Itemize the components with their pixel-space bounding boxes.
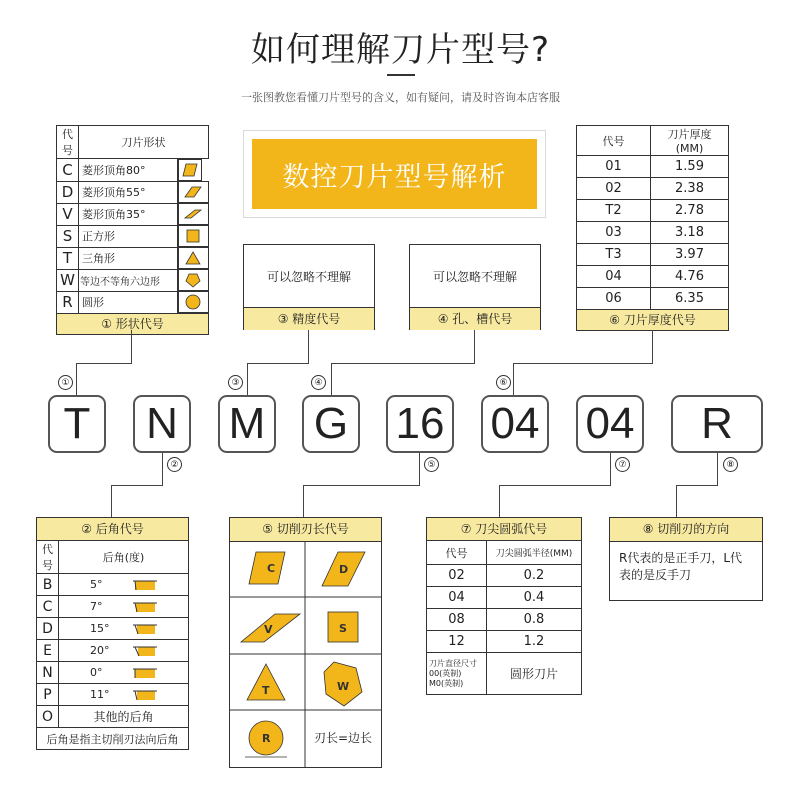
table-row bbox=[577, 266, 729, 288]
insert-d-icon bbox=[322, 552, 365, 586]
clearance-angle-cell bbox=[59, 574, 189, 596]
col-code-header: 代号 bbox=[577, 126, 651, 156]
radius-code: 02 bbox=[427, 565, 487, 587]
shape-code: V bbox=[57, 203, 79, 225]
connector-line bbox=[247, 363, 248, 395]
round-note-line: M0(英制) bbox=[429, 678, 464, 688]
clearance-angle-cell bbox=[59, 618, 189, 640]
clearance-code: E bbox=[37, 640, 59, 662]
insert-label: R bbox=[262, 732, 271, 745]
edge-length-note: 刃长=边长 bbox=[314, 731, 373, 745]
shape-code-table bbox=[56, 125, 209, 335]
round-insert-note bbox=[427, 653, 487, 695]
banner bbox=[243, 130, 546, 218]
clearance-profile-icon bbox=[132, 666, 158, 680]
shape-code: W bbox=[57, 269, 79, 291]
caption-text: 切削刃的方向 bbox=[657, 522, 730, 536]
thickness-value: 3.97 bbox=[651, 244, 729, 266]
caption-number: ② bbox=[81, 522, 92, 536]
connector-line bbox=[331, 363, 475, 364]
caption-text: 后角代号 bbox=[95, 522, 144, 536]
table-row bbox=[577, 288, 729, 310]
code-part-hole: G bbox=[302, 395, 360, 453]
table-row bbox=[37, 706, 189, 728]
thickness-code: 06 bbox=[577, 288, 651, 310]
connector-line bbox=[111, 485, 163, 486]
col-code-header: 代号 bbox=[37, 541, 59, 574]
clearance-angle-cell bbox=[59, 596, 189, 618]
connector-line bbox=[76, 363, 132, 364]
part-number-marker: ③ bbox=[228, 375, 243, 390]
shape-label: 三角形 bbox=[79, 247, 178, 269]
col-angle-header: 后角(度) bbox=[59, 541, 189, 574]
col-shape-header: 刀片形状 bbox=[79, 126, 209, 159]
table-row bbox=[57, 181, 209, 203]
rhombus-35-icon bbox=[178, 203, 209, 225]
caption-number: ③ bbox=[277, 312, 289, 326]
precision-code-box bbox=[243, 244, 375, 330]
shape-label: 菱形顶角80° bbox=[79, 159, 178, 182]
table-row bbox=[37, 684, 189, 706]
code-part-edge-length: 16 bbox=[386, 395, 454, 453]
thickness-code: 02 bbox=[577, 178, 651, 200]
direction-caption bbox=[610, 518, 762, 542]
thickness-code: 03 bbox=[577, 222, 651, 244]
thickness-value: 2.78 bbox=[651, 200, 729, 222]
clearance-profile-icon bbox=[132, 600, 158, 614]
triangle-icon bbox=[178, 247, 209, 269]
caption-number: ④ bbox=[437, 312, 449, 326]
table-row bbox=[57, 291, 209, 313]
clearance-profile-icon bbox=[132, 578, 158, 592]
caption-text: 刀片厚度代号 bbox=[623, 313, 696, 327]
clearance-profile-icon bbox=[132, 688, 158, 702]
table-row bbox=[37, 596, 189, 618]
connector-line bbox=[717, 453, 718, 485]
part-number-marker: ⑤ bbox=[424, 457, 439, 472]
direction-text: R代表的是正手刀，L代表的是反手刀 bbox=[619, 551, 743, 582]
round-note-line: 刀片直径尺寸 bbox=[429, 658, 477, 668]
clearance-angle: 5° bbox=[90, 578, 103, 591]
insert-label: T bbox=[262, 684, 270, 697]
caption-number: ⑦ bbox=[460, 522, 472, 536]
shape-label: 圆形 bbox=[79, 291, 178, 313]
clearance-note: 后角是指主切削刃法向后角 bbox=[37, 728, 189, 750]
thickness-caption bbox=[576, 309, 729, 331]
table-row bbox=[577, 178, 729, 200]
thickness-value: 4.76 bbox=[651, 266, 729, 288]
insert-r-icon bbox=[245, 721, 287, 757]
caption-text: 精度代号 bbox=[292, 312, 341, 326]
col-radius-header: 刀尖圆弧半径(MM) bbox=[487, 541, 582, 565]
table-row bbox=[427, 653, 582, 695]
table-row bbox=[577, 222, 729, 244]
edge-length-diagram bbox=[230, 542, 381, 767]
connector-line bbox=[676, 485, 718, 486]
thickness-code-table bbox=[576, 125, 729, 331]
connector-line bbox=[162, 453, 163, 485]
trigon-icon bbox=[178, 269, 209, 291]
clearance-angle: 11° bbox=[90, 688, 110, 701]
table-row bbox=[57, 247, 209, 269]
round-note-line: 00(英制) bbox=[429, 668, 462, 678]
connector-line bbox=[303, 485, 304, 517]
clearance-angle-cell bbox=[59, 640, 189, 662]
insert-label: S bbox=[339, 622, 347, 635]
shape-code: S bbox=[57, 225, 79, 247]
col-code-header: 代号 bbox=[427, 541, 487, 565]
connector-line bbox=[76, 363, 77, 395]
radius-value: 0.8 bbox=[487, 609, 582, 631]
clearance-profile-icon bbox=[132, 622, 158, 636]
clearance-angle: 15° bbox=[90, 622, 110, 635]
connector-line bbox=[308, 330, 309, 363]
precision-note: 可以忽略不理解 bbox=[266, 269, 351, 284]
insert-label: V bbox=[264, 623, 273, 636]
radius-code: 04 bbox=[427, 587, 487, 609]
insert-c-icon bbox=[249, 552, 285, 584]
table-row bbox=[57, 269, 209, 291]
connector-line bbox=[474, 330, 475, 363]
table-row bbox=[37, 662, 189, 684]
connector-line bbox=[513, 363, 514, 395]
shape-label: 等边不等角六边形 bbox=[79, 269, 178, 291]
col-code-header: 代号 bbox=[57, 126, 79, 159]
thickness-code: T2 bbox=[577, 200, 651, 222]
shape-label: 菱形顶角35° bbox=[79, 203, 178, 225]
part-number-marker: ① bbox=[58, 375, 73, 390]
caption-text: 刀尖圆弧代号 bbox=[475, 522, 548, 536]
connector-line bbox=[676, 485, 677, 517]
insert-label: D bbox=[339, 563, 349, 576]
connector-line bbox=[652, 330, 653, 363]
shape-label: 正方形 bbox=[79, 225, 178, 247]
clearance-caption bbox=[36, 517, 189, 541]
insert-w-icon bbox=[324, 662, 362, 706]
banner-text: 数控刀片型号解析 bbox=[252, 139, 537, 209]
clearance-code: C bbox=[37, 596, 59, 618]
table-row bbox=[37, 574, 189, 596]
radius-value: 1.2 bbox=[487, 631, 582, 653]
radius-value: 0.4 bbox=[487, 587, 582, 609]
table-row bbox=[37, 640, 189, 662]
thickness-value: 3.18 bbox=[651, 222, 729, 244]
insert-v-icon bbox=[241, 614, 300, 642]
hole-note: 可以忽略不理解 bbox=[432, 269, 517, 284]
shape-code: D bbox=[57, 181, 79, 203]
edge-length-caption bbox=[230, 518, 381, 542]
caption-text: 切削刃长代号 bbox=[276, 522, 349, 536]
table-row bbox=[427, 631, 582, 653]
shape-code: C bbox=[57, 159, 79, 182]
circle-icon bbox=[178, 291, 209, 313]
insert-t-icon bbox=[247, 664, 285, 700]
table-row bbox=[57, 159, 209, 182]
connector-line bbox=[513, 363, 653, 364]
radius-code: 12 bbox=[427, 631, 487, 653]
caption-text: 孔、槽代号 bbox=[452, 312, 513, 326]
part-number-marker: ⑦ bbox=[615, 457, 630, 472]
square-icon bbox=[178, 225, 209, 247]
thickness-value: 2.38 bbox=[651, 178, 729, 200]
code-part-corner-radius: 04 bbox=[576, 395, 644, 453]
table-row bbox=[427, 565, 582, 587]
caption-text: 形状代号 bbox=[115, 316, 164, 331]
rhombus-80-icon bbox=[178, 159, 202, 181]
shape-table-caption bbox=[56, 313, 209, 335]
connector-line bbox=[331, 363, 332, 395]
cutting-direction-box bbox=[609, 517, 763, 601]
connector-line bbox=[111, 485, 112, 517]
connector-line bbox=[419, 453, 420, 485]
page-subtitle: 一张图教您看懂刀片型号的含义，如有疑问，请及时咨询本店客服 bbox=[241, 91, 560, 104]
rhombus-55-icon bbox=[178, 181, 209, 203]
table-row bbox=[57, 225, 209, 247]
caption-number: ⑥ bbox=[609, 313, 620, 327]
clearance-code: P bbox=[37, 684, 59, 706]
part-number-marker: ② bbox=[167, 457, 182, 472]
table-row bbox=[57, 203, 209, 225]
corner-radius-table bbox=[426, 517, 582, 695]
connector-line bbox=[499, 485, 500, 517]
part-number-marker: ④ bbox=[311, 375, 326, 390]
radius-caption bbox=[426, 517, 582, 541]
connector-line bbox=[610, 453, 611, 485]
clearance-angle-cell bbox=[59, 684, 189, 706]
clearance-code: D bbox=[37, 618, 59, 640]
table-row bbox=[37, 618, 189, 640]
table-row bbox=[427, 609, 582, 631]
connector-line bbox=[303, 485, 420, 486]
caption-number: ⑤ bbox=[262, 522, 273, 536]
clearance-angle-table bbox=[36, 517, 189, 750]
table-row bbox=[577, 244, 729, 266]
hole-caption bbox=[410, 307, 540, 330]
part-number-marker: ⑧ bbox=[723, 457, 738, 472]
connector-line bbox=[131, 330, 132, 363]
title-underline bbox=[387, 74, 415, 76]
shape-code: R bbox=[57, 291, 79, 313]
clearance-angle: 7° bbox=[90, 600, 103, 613]
thickness-value: 6.35 bbox=[651, 288, 729, 310]
clearance-code: B bbox=[37, 574, 59, 596]
edge-length-table bbox=[229, 517, 382, 768]
code-part-clearance: N bbox=[133, 395, 191, 453]
clearance-angle: 0° bbox=[90, 666, 103, 679]
thickness-code: T3 bbox=[577, 244, 651, 266]
table-row bbox=[427, 587, 582, 609]
clearance-code: N bbox=[37, 662, 59, 684]
connector-line bbox=[247, 363, 309, 364]
insert-s-icon bbox=[328, 612, 358, 642]
table-row bbox=[577, 200, 729, 222]
clearance-code: O bbox=[37, 706, 59, 728]
hole-code-box bbox=[409, 244, 541, 330]
caption-number: ⑧ bbox=[642, 522, 654, 536]
table-row bbox=[577, 156, 729, 178]
thickness-value: 1.59 bbox=[651, 156, 729, 178]
caption-number: ① bbox=[101, 316, 112, 331]
radius-code: 08 bbox=[427, 609, 487, 631]
thickness-code: 01 bbox=[577, 156, 651, 178]
clearance-angle-cell bbox=[59, 662, 189, 684]
col-thickness-header: 刀片厚度(MM) bbox=[651, 126, 729, 156]
shape-code: T bbox=[57, 247, 79, 269]
part-number-marker: ⑥ bbox=[496, 375, 511, 390]
code-part-direction: R bbox=[671, 395, 763, 453]
thickness-code: 04 bbox=[577, 266, 651, 288]
clearance-angle: 20° bbox=[90, 644, 110, 657]
code-part-shape: T bbox=[48, 395, 106, 453]
page-title: 如何理解刀片型号? bbox=[250, 30, 551, 70]
connector-line bbox=[499, 485, 611, 486]
insert-label: C bbox=[267, 562, 276, 575]
clearance-profile-icon bbox=[132, 644, 158, 658]
precision-caption bbox=[244, 307, 374, 330]
clearance-other: 其他的后角 bbox=[59, 706, 189, 728]
radius-value: 0.2 bbox=[487, 565, 582, 587]
insert-label: W bbox=[337, 680, 350, 693]
round-insert-value: 圆形刀片 bbox=[487, 653, 582, 695]
code-part-precision: M bbox=[218, 395, 276, 453]
shape-label: 菱形顶角55° bbox=[79, 181, 178, 203]
code-part-thickness: 04 bbox=[481, 395, 549, 453]
